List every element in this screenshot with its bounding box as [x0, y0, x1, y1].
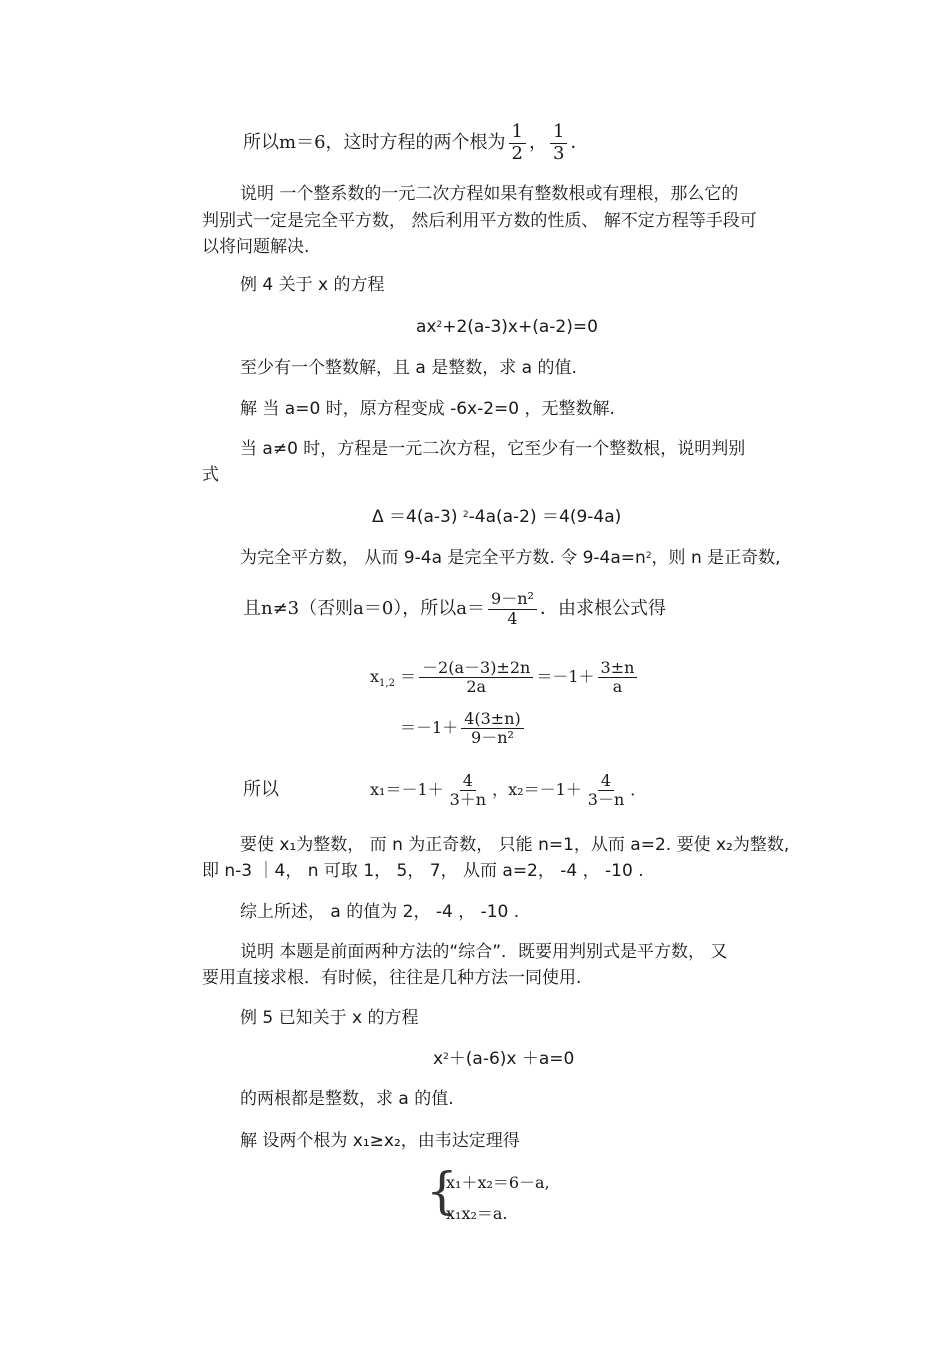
example4-solution-case1: 当 a≠0 时，方程是一元二次方程，它至少有一个整数根，说明判别 [240, 439, 746, 459]
note1-line1: 说明 一个整系数的一元二次方程如果有整数根或有理根，那么它的 [240, 184, 739, 204]
roots-line: 所以m＝6，这时方程的两个根为 $\frac{1}{2}$ ， $\frac{1}{3}$ ． [243, 121, 589, 164]
fraction-x2: $\frac{4}{3-n}$ [587, 770, 625, 809]
system-brace: { [426, 1162, 458, 1220]
fraction-4-3pn: $\frac{4(3\pm n)}{\text{9－n²}}$ [461, 710, 524, 748]
example4-title: 例 4 关于 x 的方程 [240, 275, 385, 295]
vieta-product: x₁x₂＝a. [446, 1204, 508, 1223]
fraction-a: $\frac{\text{9－n²}}{4}$ [488, 590, 537, 628]
root-formula: $x_{1,2}$ ＝ $\frac{-2(a-3)\pm 2n}{2a}$ ＝－1＋ $\frac{3\pm n}{a}$ [370, 655, 640, 706]
perfect-square-line: 为完全平方数， 从而 9-4a 是完全平方数. 令 $9-4a=n^2$，则 n 是正奇数, [240, 548, 781, 568]
integer-condition-line2: 即 n-3 ｜4， n 可取 1， 5， 7， 从而 a=2， -4 ， -10 . [202, 861, 644, 881]
conclusion: 综上所述， a 的值为 2， -4 ， -10 . [240, 902, 520, 922]
note2-line1: 说明 本题是前面两种方法的“综合”．既要用判别式是平方数， 又 [240, 942, 728, 962]
vieta-sum: x₁＋x₂＝6－a, [446, 1173, 550, 1192]
example5-equation: $x^2+(a-6)x +a=0$ [433, 1049, 575, 1069]
example5-solution: 解 设两个根为 x₁≥x₂，由韦达定理得 [240, 1131, 520, 1151]
example5-title: 例 5 已知关于 x 的方程 [240, 1008, 419, 1028]
example4-equation: $ax^2+2(a-3)x+(a-2)=0$ [416, 317, 598, 337]
fraction-1-3: $\frac{1}{3}$ [550, 122, 567, 164]
fraction-1-2: $\frac{1}{2}$ [509, 122, 526, 164]
so-label: 所以 [243, 779, 279, 800]
fraction-3pn-a: $\frac{3\pm n}{a}$ [598, 659, 638, 697]
fraction-quadratic: $\frac{-2(a-3)\pm 2n}{2a}$ [419, 659, 533, 697]
fraction-x1: $\frac{4}{3+n}$ [449, 770, 487, 809]
n-condition-line: 且n≠3（否则a＝0），所以a＝ $\frac{\text{9－n²}}{4}$ ．由求根公式得 [243, 589, 666, 628]
roots-text: 所以m＝6，这时方程的两个根为 [243, 132, 506, 154]
example4-solution-case0: 解 当 a=0 时，原方程变成 -6x-2=0 ，无整数解. [240, 399, 615, 419]
example5-condition: 的两根都是整数，求 a 的值. [240, 1089, 454, 1109]
root-formula-2: ＝－1＋ $\frac{4(3\pm n)}{\text{9－n²}}$ [400, 706, 527, 750]
roots-result: x₁＝－1＋ $\frac{4}{3+n}$ ，x₂＝－1＋ $\frac{4}{3-n}$ ． [370, 770, 647, 809]
integer-condition-line1: 要使 x₁为整数， 而 n 为正奇数， 只能 n=1，从而 a=2. 要使 x₂为整数, [240, 835, 790, 855]
example4-solution-case1-cont: 式 [202, 465, 219, 485]
note1-line2: 判别式一定是完全平方数， 然后利用平方数的性质、 解不定方程等手段可 [202, 211, 757, 231]
note2-line2: 要用直接求根．有时候，往往是几种方法一同使用. [202, 968, 582, 988]
discriminant-equation: Δ ＝4(a-3) $^2$-4a(a-2) ＝4(9-4a) [372, 507, 622, 527]
example4-condition: 至少有一个整数解，且 a 是整数，求 a 的值. [240, 358, 577, 378]
note1-line3: 以将问题解决. [202, 237, 310, 257]
